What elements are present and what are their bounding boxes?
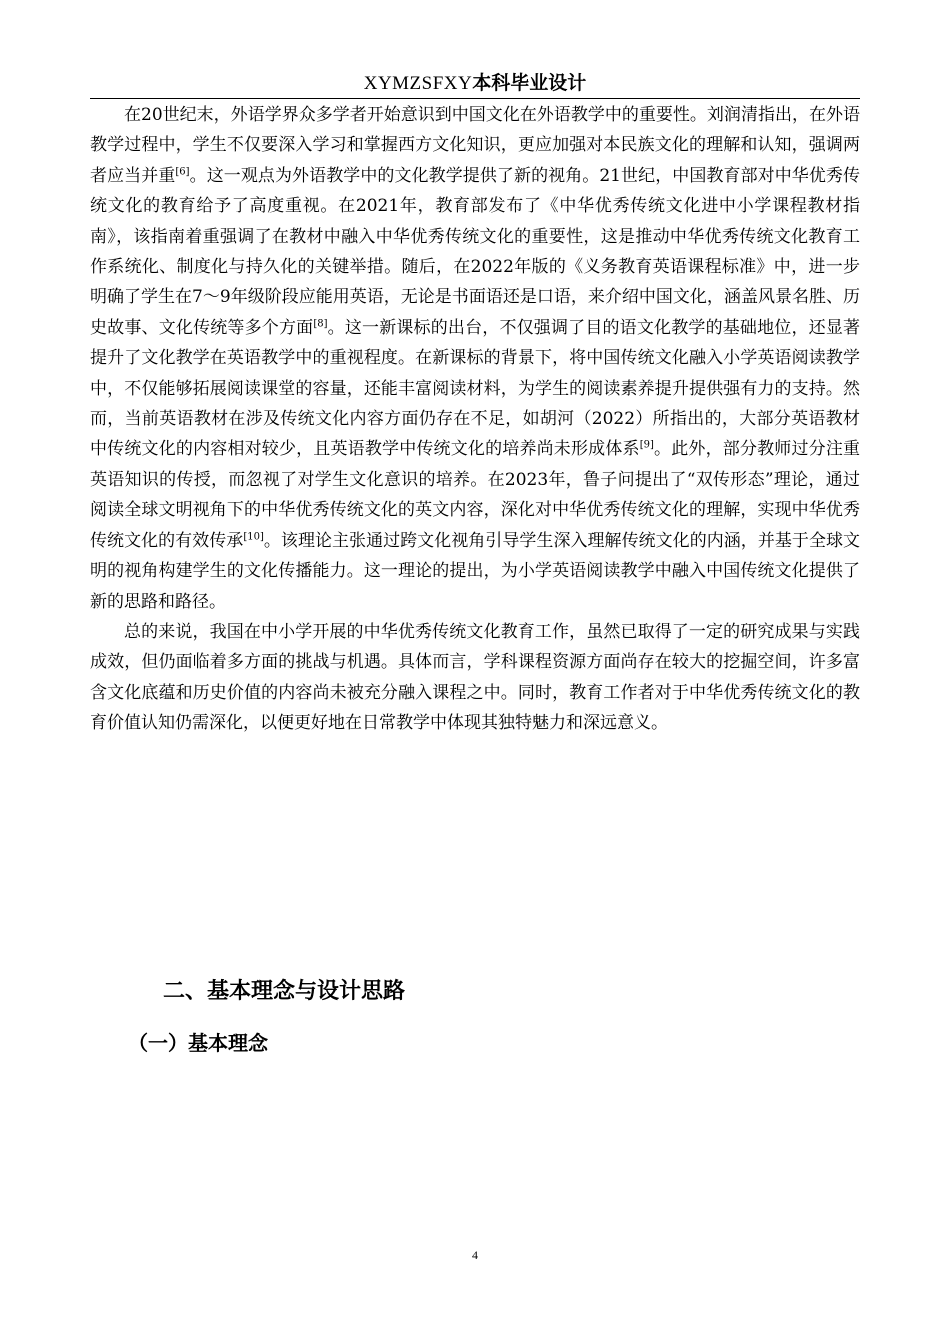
header-document-type: 本科毕业设计 — [472, 72, 587, 94]
paragraph-2: 总的来说，我国在中小学开展的中华优秀传统文化教育工作，虽然已取得了一定的研究成果与实践成效，但仍面临着多方面的挑战与机遇。具体而言，学科课程资源方面尚存在较大的挖掘空间，许多富含文化底蕴和历史价值的内容尚未被充分融入课程之中。同时，教育工作者对于中华优秀传统文化的教育价值认知仍需深化，以便更好地在日常教学中体现其独特魅力和深远意义。 — [90, 621, 860, 734]
header-school-code: XYMZSFXY — [363, 73, 473, 94]
paragraph-1-part-2: 。这一观点为外语教学中的文化教学提供了新的视角。21世纪，中国教育部对中华优秀传统文化的教育给予了高度重视。在2021年，教育部发布了《中华优秀传统文化进中小学课程教材指南》，该指南着重强调了在教材中融入中华优秀传统文化的重要性，这是推动中华优秀传统文化教育工作系统化、制度化与持久化的关键举措。随后，在2022年版的《义务教育英语课程标准》中，进一步明确了学生在7～9年级阶段应能用英语，无论是书面语还是口语，来介绍中国文化，涵盖风景名胜、历史故事、文化传统等多个方面 — [90, 165, 861, 338]
paragraph-1-part-1: 在20世纪末，外语学界众多学者开始意识到中国文化在外语教学中的重要性。刘润清指出，在外语教学过程中，学生不仅要深入学习和掌握西方文化知识，更应加强对本民族文化的理解和认知，强调两者应当并重 — [90, 105, 860, 186]
page-number: 4 — [472, 1248, 478, 1262]
citation-8: [8] — [313, 318, 328, 330]
citation-10: [10] — [243, 531, 264, 543]
section-heading: 二、基本理念与设计思路 — [163, 979, 406, 1004]
body-text — [90, 100, 860, 739]
citation-9: [9] — [639, 439, 654, 451]
subsection-heading: （一）基本理念 — [128, 1031, 268, 1055]
paragraph-1-part-4: 。此外，部分教师过分注重英语知识的传授，而忽视了对学生文化意识的培养。在2023年，鲁子问提出了“双传形态”理论，通过阅读全球文明视角下的中华优秀传统文化的英文内容，深化对中华优秀传统文化的理解，实现中华优秀传统文化的有效传承 — [90, 439, 861, 551]
paragraph-1-part-5: 。该理论主张通过跨文化视角引导学生深入理解传统文化的内涵，并基于全球文明的视角构建学生的文化传播能力。这一理论的提出，为小学英语阅读教学中融入中国传统文化提供了新的思路和路径。 — [90, 530, 861, 612]
citation-6: [6] — [175, 166, 190, 178]
page-header — [90, 70, 860, 99]
paragraph-1-part-3: 。这一新课标的出台，不仅强调了目的语文化教学的基础地位，还显著提升了文化教学在英语教学中的重视程度。在新课标的背景下，将中国传统文化融入小学英语阅读教学中，不仅能够拓展阅读课堂的容量，还能丰富阅读材料，为学生的阅读素养提升提供强有力的支持。然而，当前英语教材在涉及传统文化内容方面仍存在不足，如胡河（2022）所指出的，大部分英语教材中传统文化的内容相对较少，且英语教学中传统文化的培养尚未形成体系 — [90, 317, 860, 460]
paragraph-1 — [90, 100, 860, 617]
